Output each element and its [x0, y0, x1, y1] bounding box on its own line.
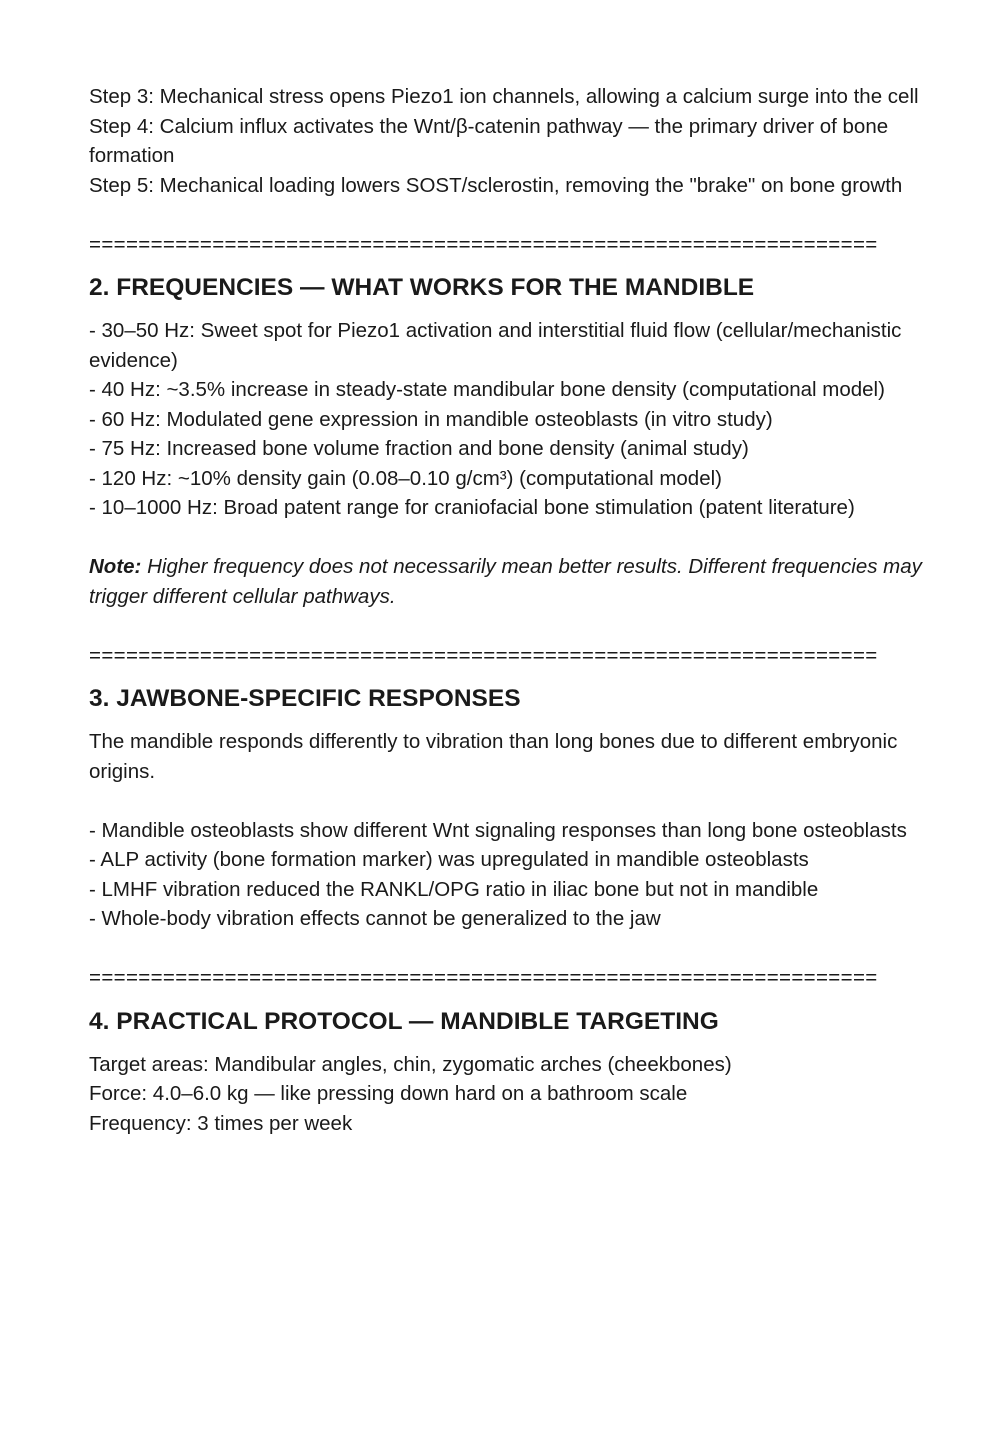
step-3-text: Step 3: Mechanical stress opens Piezo1 ion channels, allowing a calcium surge into the cell [89, 85, 919, 108]
frequency-note [89, 552, 934, 611]
section-3-intro: The mandible responds differently to vibration than long bones due to different embryonic origins. [89, 730, 898, 783]
note-text: Higher frequency does not necessarily mean better results. Different frequencies may trigger different cellular pathways. [89, 555, 922, 608]
jawbone-item: - Whole-body vibration effects cannot be generalized to the jaw [89, 907, 661, 930]
spacer [89, 786, 934, 816]
step-5-text: Step 5: Mechanical loading lowers SOST/sclerostin, removing the "brake" on bone growth [89, 173, 903, 197]
jawbone-item: - Mandible osteoblasts show different Wnt signaling responses than long bone osteoblasts [89, 818, 907, 842]
spacer [89, 611, 934, 641]
frequency-item: - 60 Hz: Modulated gene expression in mandible osteoblasts (in vitro study) [89, 407, 773, 431]
protocol-force: Force: 4.0–6.0 kg — like pressing down hard on a bathroom scale [89, 1082, 688, 1105]
jawbone-item: - LMHF vibration reduced the RANKL/OPG ratio in iliac bone but not in mandible [89, 877, 819, 901]
spacer [89, 934, 934, 964]
frequency-item: - 30–50 Hz: Sweet spot for Piezo1 activation and interstitial fluid flow (cellular/mechanistic evidence) [89, 319, 902, 372]
jawbone-item: - ALP activity (bone formation marker) was upregulated in mandible osteoblasts [89, 848, 809, 871]
protocol-target-areas: Target areas: Mandibular angles, chin, zygomatic arches (cheekbones) [89, 1052, 732, 1076]
frequency-item: - 120 Hz: ~10% density gain (0.08–0.10 g/cm³) (computational model) [89, 466, 722, 490]
document-page [89, 82, 934, 1138]
step-4-text: Step 4: Calcium influx activates the Wnt/β-catenin pathway — the primary driver of bone formation [89, 114, 889, 167]
protocol-frequency: Frequency: 3 times per week [89, 1111, 353, 1135]
section-separator: ================================================================ [89, 966, 878, 989]
section-3-heading: 3. JAWBONE-SPECIFIC RESPONSES [89, 685, 521, 712]
frequency-item: - 10–1000 Hz: Broad patent range for craniofacial bone stimulation (patent literature) [89, 496, 855, 519]
section-2-heading: 2. FREQUENCIES — WHAT WORKS FOR THE MANDIBLE [89, 274, 755, 301]
spacer [89, 523, 934, 553]
spacer [89, 200, 934, 230]
frequency-item: - 75 Hz: Increased bone volume fraction and bone density (animal study) [89, 437, 749, 460]
section-separator: ================================================================ [89, 643, 878, 667]
section-4-heading: 4. PRACTICAL PROTOCOL — MANDIBLE TARGETING [89, 1007, 719, 1035]
note-label: Note: [89, 555, 142, 578]
section-separator: ================================================================ [89, 232, 878, 256]
frequency-item: - 40 Hz: ~3.5% increase in steady-state mandibular bone density (computational model) [89, 378, 885, 401]
